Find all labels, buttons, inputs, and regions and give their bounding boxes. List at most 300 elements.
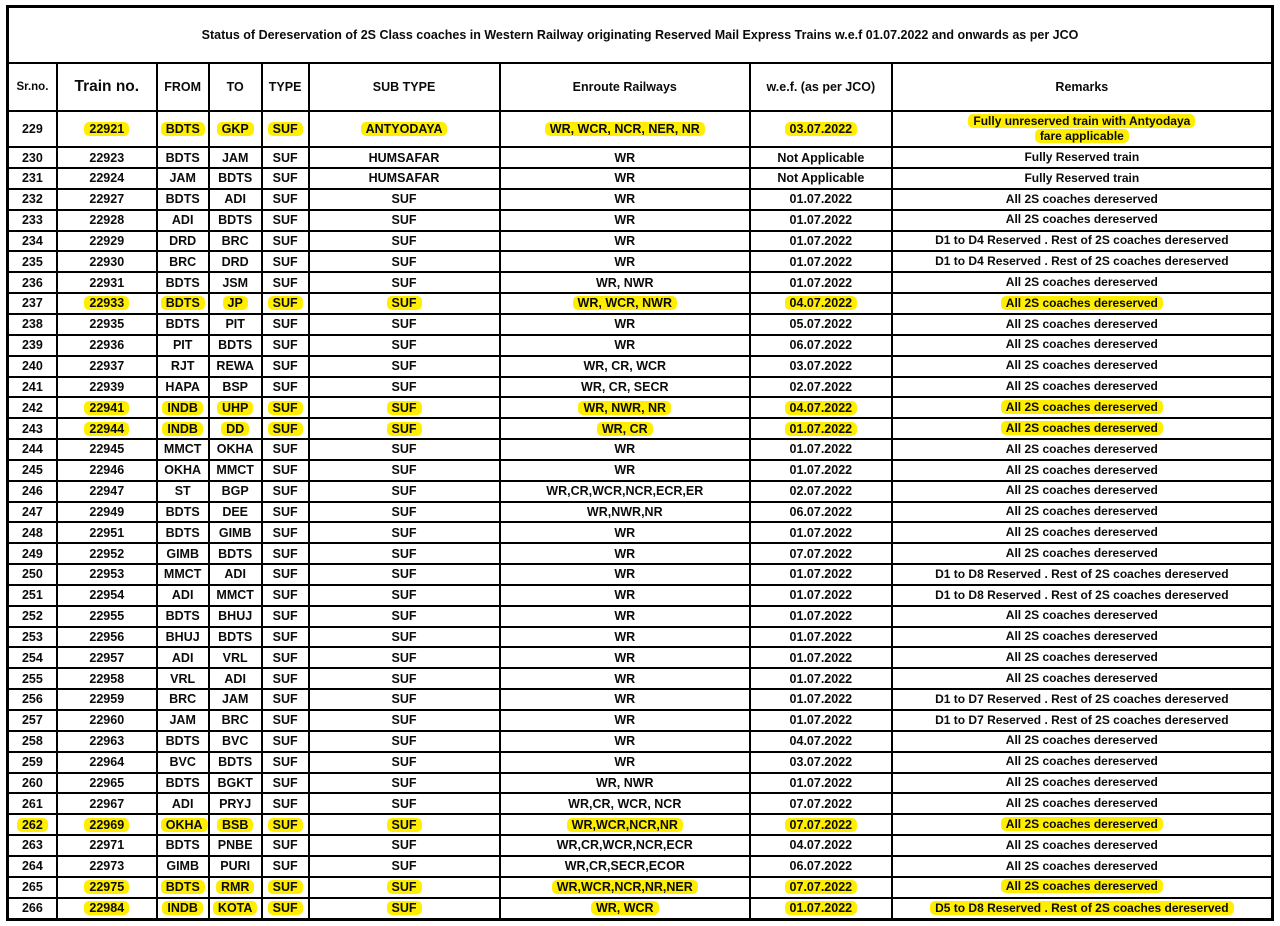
cell-remarks <box>892 231 1273 252</box>
cell-from-station <box>157 606 209 627</box>
cell-type <box>262 377 309 398</box>
cell-text: All 2S coaches dereserved <box>1005 837 1158 852</box>
cell-text: All 2S coaches dereserved <box>1005 796 1158 811</box>
cell-text: 22957 <box>89 650 125 665</box>
cell-text: SUF <box>391 609 417 624</box>
cell-text: WR <box>614 150 636 165</box>
cell-sub-type <box>309 752 500 773</box>
cell-remarks <box>892 314 1273 335</box>
cell-to-station <box>209 877 262 898</box>
cell-text: All 2S coaches dereserved <box>1005 754 1158 769</box>
cell-text: PNBE <box>217 838 253 853</box>
cell-text: BDTS <box>218 629 253 644</box>
cell-from-station <box>157 543 209 564</box>
cell-type <box>262 793 309 814</box>
cell-text: 22956 <box>89 629 125 644</box>
cell-text: All 2S coaches dereserved <box>1005 191 1158 206</box>
cell-text: All 2S coaches dereserved <box>1001 879 1163 893</box>
cell-text: SUF <box>391 254 417 269</box>
cell-text: SUF <box>391 734 417 749</box>
cell-text: UHP <box>217 401 253 415</box>
cell-text: 234 <box>21 233 43 248</box>
cell-text: WR <box>614 671 636 686</box>
cell-sub-type <box>309 111 500 147</box>
cell-sr-no <box>8 877 57 898</box>
cell-text: SUF <box>391 463 417 478</box>
cell-text: 256 <box>21 692 43 707</box>
cell-wef-date <box>750 522 892 543</box>
cell-type <box>262 627 309 648</box>
cell-text: SUF <box>272 713 298 728</box>
cell-text: MMCT <box>216 588 254 603</box>
cell-text: 265 <box>21 880 43 895</box>
cell-remarks <box>892 647 1273 668</box>
cell-text: BRC <box>221 713 249 728</box>
cell-enroute-railways <box>500 210 750 231</box>
cell-text: WR <box>614 609 636 624</box>
cell-from-station <box>157 111 209 147</box>
cell-text: 237 <box>21 296 43 311</box>
cell-text: BGP <box>221 484 249 499</box>
cell-from-station <box>157 439 209 460</box>
cell-wef-date <box>750 835 892 856</box>
cell-enroute-railways <box>500 439 750 460</box>
cell-sub-type <box>309 814 500 835</box>
title-row <box>8 7 1273 64</box>
cell-wef-date <box>750 231 892 252</box>
cell-to-station <box>209 397 262 418</box>
cell-wef-date <box>750 293 892 314</box>
table-row <box>8 251 1273 272</box>
cell-sr-no <box>8 460 57 481</box>
cell-text: WR <box>614 442 636 457</box>
cell-enroute-railways <box>500 773 750 794</box>
cell-text: SUF <box>391 275 417 290</box>
cell-remarks <box>892 147 1273 168</box>
cell-text: SUF <box>272 233 298 248</box>
cell-wef-date <box>750 731 892 752</box>
cell-type <box>262 835 309 856</box>
cell-text: MMCT <box>216 463 254 478</box>
cell-text: GKP <box>217 122 254 136</box>
cell-from-station <box>157 710 209 731</box>
cell-enroute-railways <box>500 543 750 564</box>
cell-enroute-railways <box>500 397 750 418</box>
cell-remarks <box>892 522 1273 543</box>
cell-text: SUF <box>391 796 417 811</box>
cell-text: 22947 <box>89 484 125 499</box>
cell-text: 01.07.2022 <box>789 192 853 207</box>
cell-text: All 2S coaches dereserved <box>1005 462 1158 477</box>
cell-type <box>262 710 309 731</box>
cell-text: SUF <box>391 755 417 769</box>
cell-text: 04.07.2022 <box>789 838 853 853</box>
cell-text: 22944 <box>84 422 129 436</box>
cell-sr-no <box>8 168 57 189</box>
cell-text: 233 <box>21 213 43 228</box>
cell-text: PIT <box>225 317 245 332</box>
cell-train-no <box>57 585 157 606</box>
cell-text: BDTS <box>218 546 253 561</box>
cell-text: MMCT <box>163 442 202 457</box>
cell-text: 22984 <box>84 901 129 915</box>
cell-text: 01.07.2022 <box>789 629 853 644</box>
cell-text: BDTS <box>161 880 205 894</box>
cell-text: SUF <box>272 734 298 749</box>
cell-text: 255 <box>21 671 43 686</box>
cell-type <box>262 418 309 439</box>
cell-text: 22935 <box>89 317 125 332</box>
cell-text: SUF <box>391 775 417 790</box>
cell-remarks <box>892 814 1273 835</box>
cell-text: D1 to D4 Reserved . Rest of 2S coaches dereserved <box>935 254 1229 269</box>
cell-text: VRL <box>170 671 196 686</box>
cell-text: KOTA <box>213 901 258 915</box>
cell-train-no <box>57 793 157 814</box>
cell-text: 230 <box>21 150 43 165</box>
cell-text: BDTS <box>161 122 205 136</box>
cell-text: SUF <box>391 567 417 582</box>
cell-text: 235 <box>21 254 43 269</box>
cell-sub-type <box>309 335 500 356</box>
table-body <box>8 111 1273 920</box>
cell-train-no <box>57 543 157 564</box>
cell-text: HUMSAFAR <box>368 171 440 186</box>
cell-text: RJT <box>170 358 195 373</box>
cell-wef-date <box>750 668 892 689</box>
cell-from-station <box>157 272 209 293</box>
cell-text: 07.07.2022 <box>789 796 853 811</box>
cell-wef-date <box>750 147 892 168</box>
col-header-sub-type: SUB TYPE <box>309 63 500 111</box>
cell-wef-date <box>750 189 892 210</box>
cell-sr-no <box>8 210 57 231</box>
cell-text: SUF <box>272 609 298 624</box>
cell-text: 01.07.2022 <box>789 650 853 665</box>
cell-text: BHUJ <box>218 609 253 624</box>
cell-enroute-railways <box>500 752 750 773</box>
cell-text: GIMB <box>218 525 252 540</box>
cell-remarks <box>892 564 1273 585</box>
cell-text: All 2S coaches dereserved <box>1001 400 1163 414</box>
cell-text: 22955 <box>89 609 125 624</box>
cell-text: SUF <box>268 422 303 436</box>
cell-text: BDTS <box>165 775 200 790</box>
cell-remarks <box>892 856 1273 877</box>
cell-text: 01.07.2022 <box>789 525 853 540</box>
cell-remarks <box>892 418 1273 439</box>
cell-text: 236 <box>21 275 43 290</box>
cell-train-no <box>57 877 157 898</box>
table-row <box>8 877 1273 898</box>
cell-from-station <box>157 210 209 231</box>
cell-text: JP <box>223 296 248 310</box>
cell-sr-no <box>8 418 57 439</box>
cell-text: WR <box>614 213 636 228</box>
cell-from-station <box>157 460 209 481</box>
cell-wef-date <box>750 251 892 272</box>
cell-remarks <box>892 773 1273 794</box>
cell-text: PRYJ <box>219 796 252 811</box>
cell-train-no <box>57 439 157 460</box>
cell-sr-no <box>8 251 57 272</box>
cell-train-no <box>57 668 157 689</box>
cell-train-no <box>57 710 157 731</box>
cell-type <box>262 689 309 710</box>
cell-sub-type <box>309 710 500 731</box>
cell-text: All 2S coaches dereserved <box>1005 775 1158 790</box>
cell-sub-type <box>309 731 500 752</box>
cell-from-station <box>157 397 209 418</box>
cell-sr-no <box>8 293 57 314</box>
cell-type <box>262 356 309 377</box>
cell-text: INDB <box>162 422 203 436</box>
cell-text: All 2S coaches dereserved <box>1005 629 1158 644</box>
cell-text: INDB <box>162 401 203 415</box>
cell-enroute-railways <box>500 293 750 314</box>
cell-type <box>262 502 309 523</box>
cell-enroute-railways <box>500 898 750 920</box>
cell-to-station <box>209 898 262 920</box>
cell-sr-no <box>8 231 57 252</box>
cell-text: SUF <box>387 401 422 415</box>
cell-text: SUF <box>391 671 417 686</box>
cell-text: WR <box>614 171 636 186</box>
cell-to-station <box>209 606 262 627</box>
cell-sr-no <box>8 856 57 877</box>
table-row <box>8 668 1273 689</box>
cell-remarks <box>892 877 1273 898</box>
cell-to-station <box>209 377 262 398</box>
cell-sub-type <box>309 356 500 377</box>
cell-text: WR <box>614 650 636 665</box>
cell-text: D1 to D7 Reserved . Rest of 2S coaches dereserved <box>935 691 1229 706</box>
cell-text: SUF <box>268 880 303 894</box>
cell-text: WR <box>614 588 636 603</box>
col-header-type: TYPE <box>262 63 309 111</box>
cell-remarks <box>892 752 1273 773</box>
cell-sub-type <box>309 460 500 481</box>
cell-text: WR,CR,WCR,NCR,ECR,ER <box>546 484 704 499</box>
cell-type <box>262 522 309 543</box>
cell-remarks <box>892 835 1273 856</box>
cell-text: 22927 <box>89 192 125 207</box>
cell-to-station <box>209 752 262 773</box>
cell-text: HAPA <box>165 379 200 394</box>
cell-text: SUF <box>391 192 417 207</box>
cell-remarks <box>892 585 1273 606</box>
cell-text: Not Applicable <box>777 150 865 165</box>
cell-text: SUF <box>387 296 422 310</box>
cell-wef-date <box>750 814 892 835</box>
cell-text: SUF <box>387 880 422 894</box>
cell-text: ADI <box>171 650 194 665</box>
cell-enroute-railways <box>500 564 750 585</box>
cell-type <box>262 189 309 210</box>
cell-text: SUF <box>391 588 417 603</box>
cell-text: 240 <box>21 358 43 373</box>
cell-sr-no <box>8 481 57 502</box>
cell-text: 01.07.2022 <box>789 588 853 603</box>
cell-text: SUF <box>272 463 298 478</box>
cell-enroute-railways <box>500 814 750 835</box>
cell-text: 238 <box>21 317 43 332</box>
cell-text: SUF <box>272 650 298 665</box>
cell-remarks <box>892 627 1273 648</box>
cell-text: SUF <box>387 422 422 436</box>
cell-text: 258 <box>21 734 43 749</box>
cell-text: MMCT <box>163 567 202 582</box>
cell-text: 22964 <box>89 755 125 769</box>
cell-text: JAM <box>221 150 249 165</box>
cell-enroute-railways <box>500 710 750 731</box>
cell-text: INDB <box>162 901 203 915</box>
cell-wef-date <box>750 564 892 585</box>
cell-to-station <box>209 272 262 293</box>
cell-type <box>262 231 309 252</box>
table-row <box>8 272 1273 293</box>
cell-text: SUF <box>272 171 298 186</box>
cell-enroute-railways <box>500 147 750 168</box>
cell-text: 253 <box>21 629 43 644</box>
cell-text: 22921 <box>84 122 129 136</box>
cell-enroute-railways <box>500 168 750 189</box>
cell-enroute-railways <box>500 522 750 543</box>
table-row <box>8 585 1273 606</box>
cell-text: JAM <box>169 171 196 186</box>
cell-text: 06.07.2022 <box>789 338 853 353</box>
cell-text: SUF <box>272 629 298 644</box>
table-row <box>8 231 1273 252</box>
cell-remarks <box>892 543 1273 564</box>
table-row <box>8 543 1273 564</box>
cell-remarks <box>892 397 1273 418</box>
cell-train-no <box>57 314 157 335</box>
cell-text: 22965 <box>89 775 125 790</box>
cell-sr-no <box>8 773 57 794</box>
cell-sr-no <box>8 689 57 710</box>
cell-text: SUF <box>391 442 417 457</box>
cell-text: SUF <box>268 818 303 832</box>
cell-to-station <box>209 564 262 585</box>
cell-remarks <box>892 189 1273 210</box>
cell-text: 244 <box>21 442 43 457</box>
cell-type <box>262 251 309 272</box>
cell-wef-date <box>750 647 892 668</box>
cell-text: ADI <box>171 213 194 228</box>
cell-text: DD <box>221 422 249 436</box>
cell-type <box>262 210 309 231</box>
cell-wef-date <box>750 689 892 710</box>
cell-train-no <box>57 898 157 920</box>
table-row <box>8 814 1273 835</box>
cell-text: All 2S coaches dereserved <box>1001 296 1163 310</box>
cell-text: All 2S coaches dereserved <box>1005 733 1158 748</box>
cell-text: SUF <box>391 629 417 644</box>
cell-type <box>262 272 309 293</box>
cell-type <box>262 314 309 335</box>
cell-from-station <box>157 189 209 210</box>
cell-text: All 2S coaches dereserved <box>1005 525 1158 540</box>
cell-enroute-railways <box>500 251 750 272</box>
cell-text: WR,CR, WCR, NCR <box>568 796 682 811</box>
cell-text: SUF <box>272 796 298 811</box>
cell-sub-type <box>309 564 500 585</box>
cell-text: SUF <box>272 192 298 207</box>
cell-sr-no <box>8 585 57 606</box>
cell-text: WR <box>614 692 636 707</box>
cell-text: 22959 <box>89 692 125 707</box>
cell-text: BGKT <box>217 775 253 790</box>
cell-text: 22954 <box>89 588 125 603</box>
cell-text: REWA <box>216 358 254 373</box>
cell-text: SUF <box>272 213 298 228</box>
cell-from-station <box>157 251 209 272</box>
table-row <box>8 502 1273 523</box>
cell-text: JSM <box>222 275 249 290</box>
cell-text: 04.07.2022 <box>785 401 858 415</box>
cell-type <box>262 585 309 606</box>
cell-text: 250 <box>21 567 43 582</box>
cell-text: All 2S coaches dereserved <box>1005 545 1158 560</box>
col-header-remarks: Remarks <box>892 63 1273 111</box>
cell-to-station <box>209 502 262 523</box>
cell-text: SUF <box>391 546 417 561</box>
cell-text: SUF <box>391 338 417 353</box>
cell-sub-type <box>309 689 500 710</box>
cell-text: BDTS <box>165 504 200 519</box>
cell-from-station <box>157 231 209 252</box>
cell-text: BSP <box>222 379 249 394</box>
cell-sr-no <box>8 668 57 689</box>
cell-text: WR, CR <box>597 422 653 436</box>
cell-text: 239 <box>21 338 43 353</box>
cell-text: Not Applicable <box>777 171 865 186</box>
cell-text: 07.07.2022 <box>785 818 858 832</box>
cell-train-no <box>57 293 157 314</box>
cell-text: SUF <box>391 484 417 499</box>
cell-text: 263 <box>21 838 43 853</box>
cell-text: PIT <box>172 338 193 353</box>
cell-type <box>262 856 309 877</box>
cell-train-no <box>57 647 157 668</box>
cell-text: 22953 <box>89 567 125 582</box>
cell-sr-no <box>8 731 57 752</box>
cell-text: 242 <box>21 400 43 415</box>
cell-sr-no <box>8 377 57 398</box>
cell-enroute-railways <box>500 231 750 252</box>
cell-text: WR <box>614 734 636 749</box>
cell-text: 03.07.2022 <box>789 755 853 769</box>
cell-enroute-railways <box>500 111 750 147</box>
table-row <box>8 460 1273 481</box>
cell-text: BVC <box>221 734 249 749</box>
cell-text: 248 <box>21 525 43 540</box>
cell-sub-type <box>309 418 500 439</box>
cell-from-station <box>157 314 209 335</box>
cell-text: SUF <box>272 254 298 269</box>
cell-text: SUF <box>391 859 417 874</box>
cell-sr-no <box>8 356 57 377</box>
cell-type <box>262 752 309 773</box>
cell-sub-type <box>309 835 500 856</box>
col-header-enroute-railways: Enroute Railways <box>500 63 750 111</box>
cell-text: WR, CR, SECR <box>581 379 669 394</box>
cell-text: 22952 <box>89 546 125 561</box>
table-row <box>8 898 1273 920</box>
cell-sr-no <box>8 502 57 523</box>
cell-train-no <box>57 231 157 252</box>
